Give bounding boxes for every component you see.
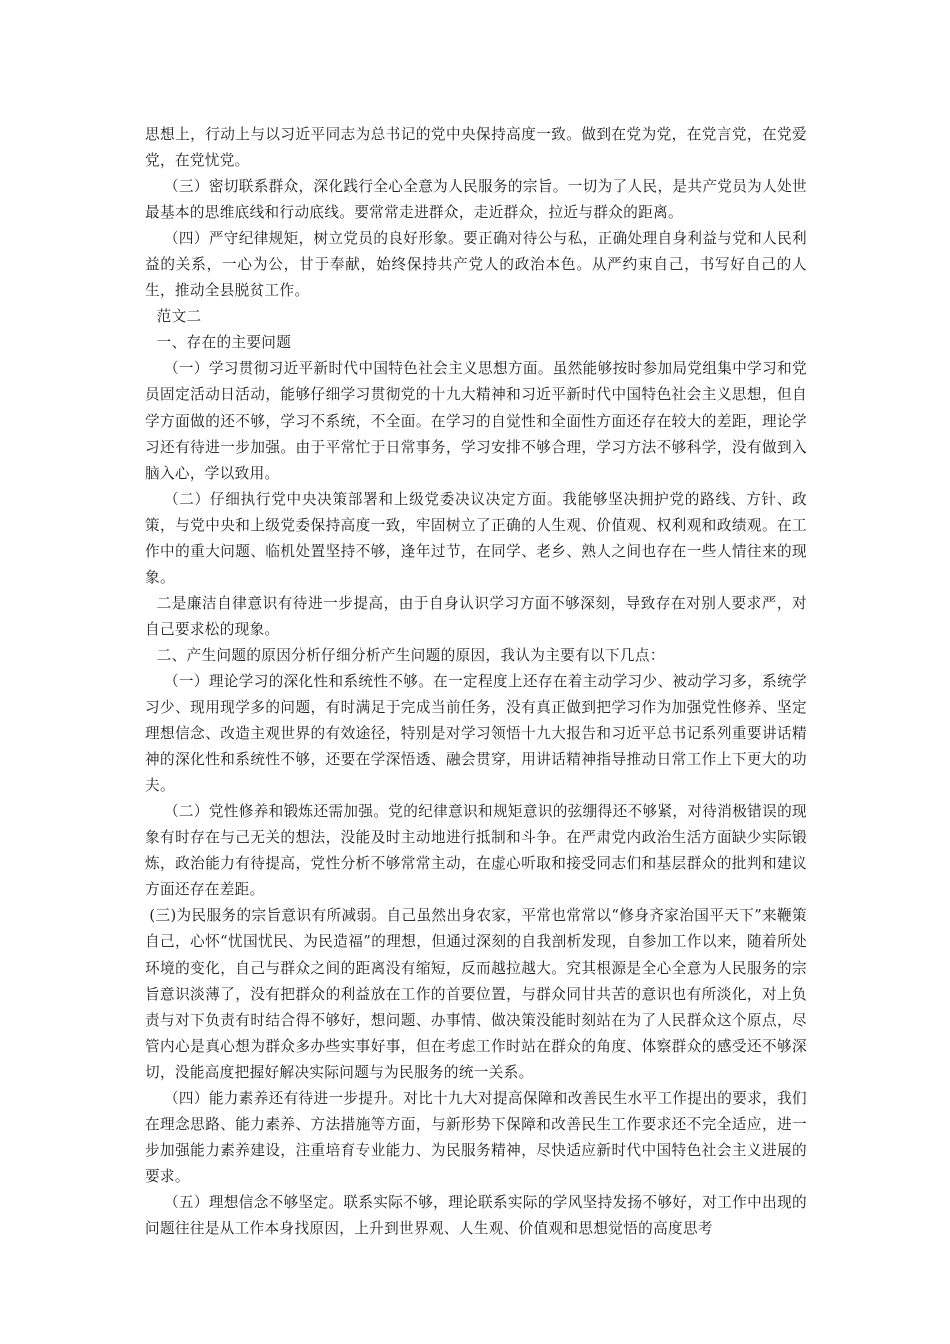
heading-main-problems: 一、存在的主要问题 xyxy=(156,334,292,352)
paragraph-problem-2: （二）仔细执行党中央决策部署和上级党委决议决定方面。我能够坚决拥护党的路线、方针、政策，与党中央和上级党委保持高度一致，牢固树立了正确的人生观、价值观、权利观和政绩观。在工作中的重大问题、临机处置坚持不够，逢年过节，在同学、老乡、熟人之间也存在一些人情往来的现象。 xyxy=(145,490,807,586)
paragraph-integrity: 二是廉洁自律意识有待进一步提高，由于自身认识学习方面不够深刻，导致存在对别人要求严，对自己要求松的现象。 xyxy=(145,594,807,638)
paragraph-cause-3: (三)为民服务的宗旨意识有所减弱。自己虽然出身农家，平常也常常以“修身齐家治国平天下”来鞭策自己，心怀“忧国忧民、为民造福”的理想，但通过深刻的自我剖析发现，自参加工作以来，随着所处环境的变化，自己与群众之间的距离没有缩短，反而越拉越大。究其根源是全心全意为人民服务的宗旨意识淡薄了，没有把群众的利益放在工作的首要位置，与群众同甘共苦的意识也有所淡化，对上负责与对下负责有时结合得不够好，想问题、办事情、做决策没能时刻站在为了人民群众这个原点，尽管内心是真心想为群众多办些实事好事，但在考虑工作时站在群众的角度、体察群众的感受还不够深切，没能高度把握好解决实际问题与为民服务的统一关系。 xyxy=(145,907,807,1081)
paragraph-cause-1: （一）理论学习的深化性和系统性不够。在一定程度上还存在着主动学习少、被动学习多，系统学习少、现用现学多的问题，有时满足于完成当前任务，没有真正做到把学习作为加强党性修养、坚定理想信念、改造主观世界的有效途径，特别是对学习领悟十九大报告和习近平总书记系列重要讲话精神的深化性和系统性不够，还要在学深悟透、融会贯穿，用讲话精神指导推动日常工作上下更大的功夫。 xyxy=(145,672,807,795)
paragraph-cause-5: （五）理想信念不够坚定。联系实际不够，理论联系实际的学风坚持发扬不够好，对工作中出现的问题往往是从工作本身找原因，上升到世界观、人生观、价值观和思想觉悟的高度思考 xyxy=(145,1193,807,1237)
paragraph-continuation: 思想上，行动上与以习近平同志为总书记的党中央保持高度一致。做到在党为党，在党言党，在党爱党，在党忧党。 xyxy=(145,126,807,170)
section-title-sample-2: 范文二 xyxy=(156,308,202,326)
paragraph-cause-4: （四）能力素养还有待进一步提升。对比十九大对提高保障和改善民生水平工作提出的要求，我们在理念思路、能力素养、方法措施等方面，与新形势下保障和改善民生工作要求还不完全适应，进一步加强能力素养建设，注重培育专业能力、为民服务精神，尽快适应新时代中国特色社会主义进展的要求。 xyxy=(145,1089,807,1185)
paragraph-point-4: （四）严守纪律规矩，树立党员的良好形象。要正确对待公与私，正确处理自身利益与党和人民利益的关系，一心为公，甘于奉献，始终保持共产党人的政治本色。从严约束自己，书写好自己的人生，推动全县脱贫工作。 xyxy=(145,230,807,300)
heading-cause-analysis: 二、产生问题的原因分析仔细分析产生问题的原因，我认为主要有以下几点： xyxy=(156,646,665,664)
paragraph-cause-2: （二）党性修养和锻炼还需加强。党的纪律意识和规矩意识的弦绷得还不够紧，对待消极错误的现象有时存在与己无关的想法，没能及时主动地进行抵制和斗争。在严肃党内政治生活方面缺少实际锻炼，政治能力有待提高，党性分析不够常常主动，在虚心听取和接受同志们和基层群众的批判和建议方面还存在差距。 xyxy=(145,803,807,899)
document-page xyxy=(145,122,807,1242)
paragraph-point-3: （三）密切联系群众，深化践行全心全意为人民服务的宗旨。一切为了人民，是共产党员为人处世最基本的思维底线和行动底线。要常常走进群众，走近群众，拉近与群众的距离。 xyxy=(145,178,807,222)
paragraph-problem-1: （一）学习贯彻习近平新时代中国特色社会主义思想方面。虽然能够按时参加局党组集中学习和党员固定活动日活动，能够仔细学习贯彻党的十九大精神和习近平新时代中国特色社会主义思想，但自学方面做的还不够，学习不系统，不全面。在学习的自觉性和全面性方面还存在较大的差距，理论学习还有待进一步加强。由于平常忙于日常事务，学习安排不够合理，学习方法不够科学，没有做到入脑入心，学以致用。 xyxy=(145,360,807,482)
